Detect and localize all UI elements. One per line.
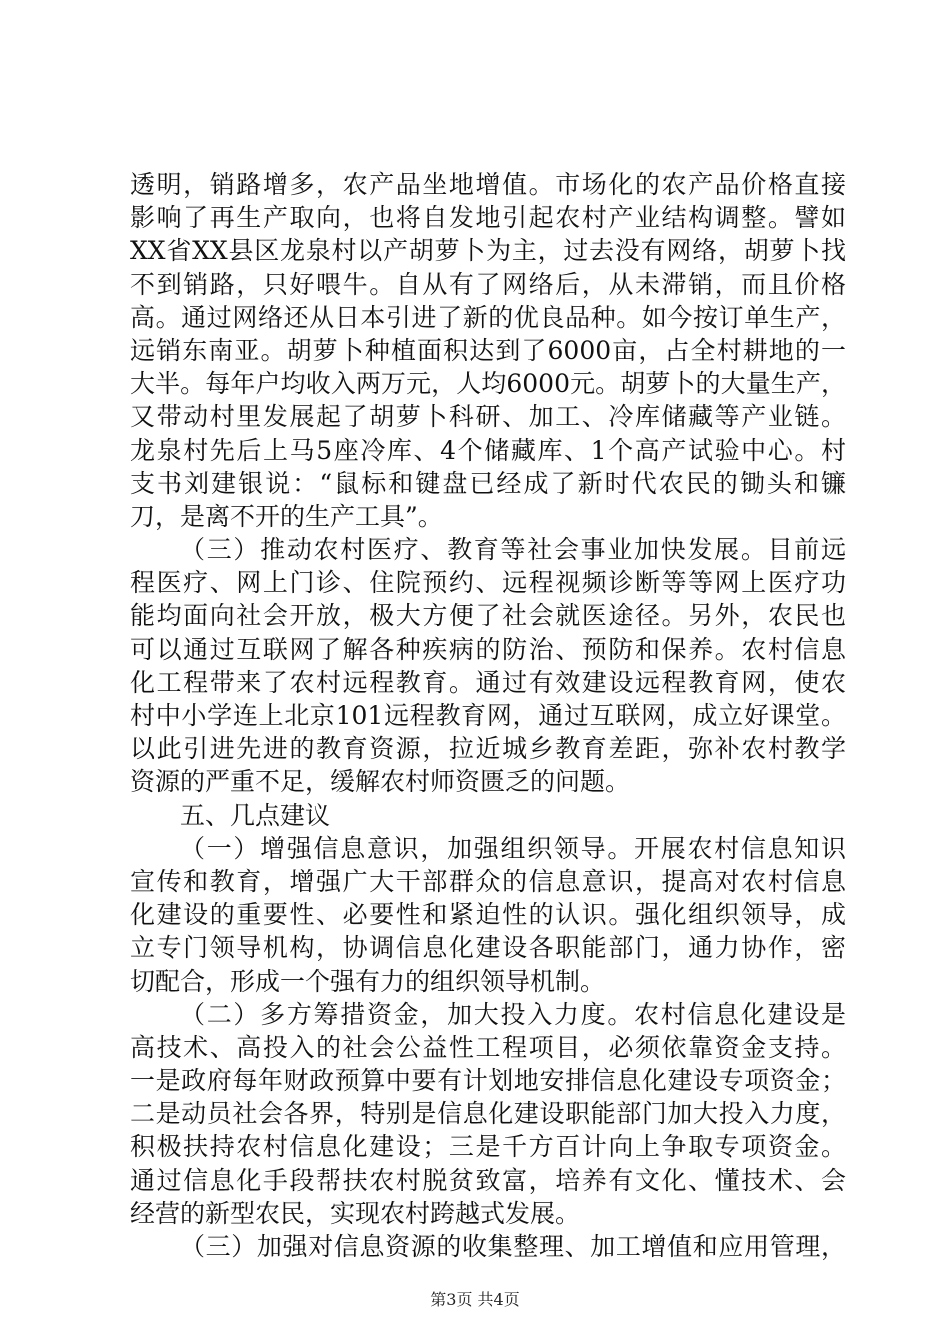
text-line: 一是政府每年财政预算中要有计划地安排信息化建设专项资金； <box>130 1066 846 1096</box>
text-line: 高。通过网络还从日本引进了新的优良品种。如今按订单生产， <box>130 302 846 332</box>
text-line: 宣传和教育，增强广大干部群众的信息意识，提高对农村信息 <box>130 866 846 896</box>
text-line: 大半。每年户均收入两万元，人均6000元。胡萝卜的大量生产， <box>130 369 846 399</box>
text-line: 影响了再生产取向，也将自发地引起农村产业结构调整。譬如 <box>130 203 846 233</box>
text-line: 通过信息化手段帮扶农村脱贫致富，培养有文化、懂技术、会 <box>130 1165 846 1195</box>
text-line: 资源的严重不足，缓解农村师资匮乏的问题。 <box>130 767 631 797</box>
text-line: 村中小学连上北京101远程教育网，通过互联网，成立好课堂。 <box>130 701 846 730</box>
text-line: 积极扶持农村信息化建设；三是千方百计向上争取专项资金。 <box>130 1132 846 1162</box>
text-line: 不到销路，只好喂牛。自从有了网络后，从未滞销，而且价格 <box>130 269 846 299</box>
text-line: （三）加强对信息资源的收集整理、加工增值和应用管理， <box>180 1232 846 1261</box>
text-line: 可以通过互联网了解各种疾病的防治、预防和保养。农村信息 <box>130 634 846 664</box>
text-line: 立专门领导机构，协调信息化建设各职能部门，通力协作，密 <box>130 933 846 963</box>
page-footer: 第3页 共4页 <box>430 1290 520 1309</box>
text-line: 切配合，形成一个强有力的组织领导机制。 <box>130 966 606 996</box>
text-line: （二）多方筹措资金，加大投入力度。农村信息化建设是 <box>180 999 846 1029</box>
text-line: 又带动村里发展起了胡萝卜科研、加工、冷库储藏等产业链。 <box>130 402 846 432</box>
text-line: 能均面向社会开放，极大方便了社会就医途径。另外，农民也 <box>130 601 846 631</box>
text-line: 化建设的重要性、必要性和紧迫性的认识。强化组织领导，成 <box>130 900 846 930</box>
text-line: 高技术、高投入的社会公益性工程项目，必须依靠资金支持。 <box>130 1032 846 1062</box>
text-line: 程医疗、网上门诊、住院预约、远程视频诊断等等网上医疗功 <box>130 568 846 598</box>
text-line: 龙泉村先后上马5座冷库、4个储藏库、1个高产试验中心。村 <box>130 435 846 465</box>
text-line: 化工程带来了农村远程教育。通过有效建设远程教育网，使农 <box>130 667 846 697</box>
text-line: 以此引进先进的教育资源，拉近城乡教育差距，弥补农村教学 <box>130 734 846 764</box>
text-line: （三）推动农村医疗、教育等社会事业加快发展。目前远 <box>180 535 846 565</box>
text-line: 刀，是离不开的生产工具”。 <box>130 501 443 531</box>
text-line: XX省XX县区龙泉村以产胡萝卜为主，过去没有网络，胡萝卜找 <box>130 236 846 266</box>
text-line: 透明，销路增多，农产品坐地增值。市场化的农产品价格直接 <box>130 170 846 199</box>
text-line: （一）增强信息意识，加强组织领导。开展农村信息知识 <box>180 833 846 863</box>
document-body <box>130 168 846 1263</box>
text-line: 经营的新型农民，实现农村跨越式发展。 <box>130 1198 581 1228</box>
text-line: 支书刘建银说：“鼠标和键盘已经成了新时代农民的锄头和镰 <box>130 468 846 498</box>
text-line: 二是动员社会各界，特别是信息化建设职能部门加大投入力度， <box>130 1099 846 1129</box>
text-line: 五、几点建议 <box>180 800 331 830</box>
text-line: 远销东南亚。胡萝卜种植面积达到了6000亩，占全村耕地的一 <box>130 335 846 365</box>
